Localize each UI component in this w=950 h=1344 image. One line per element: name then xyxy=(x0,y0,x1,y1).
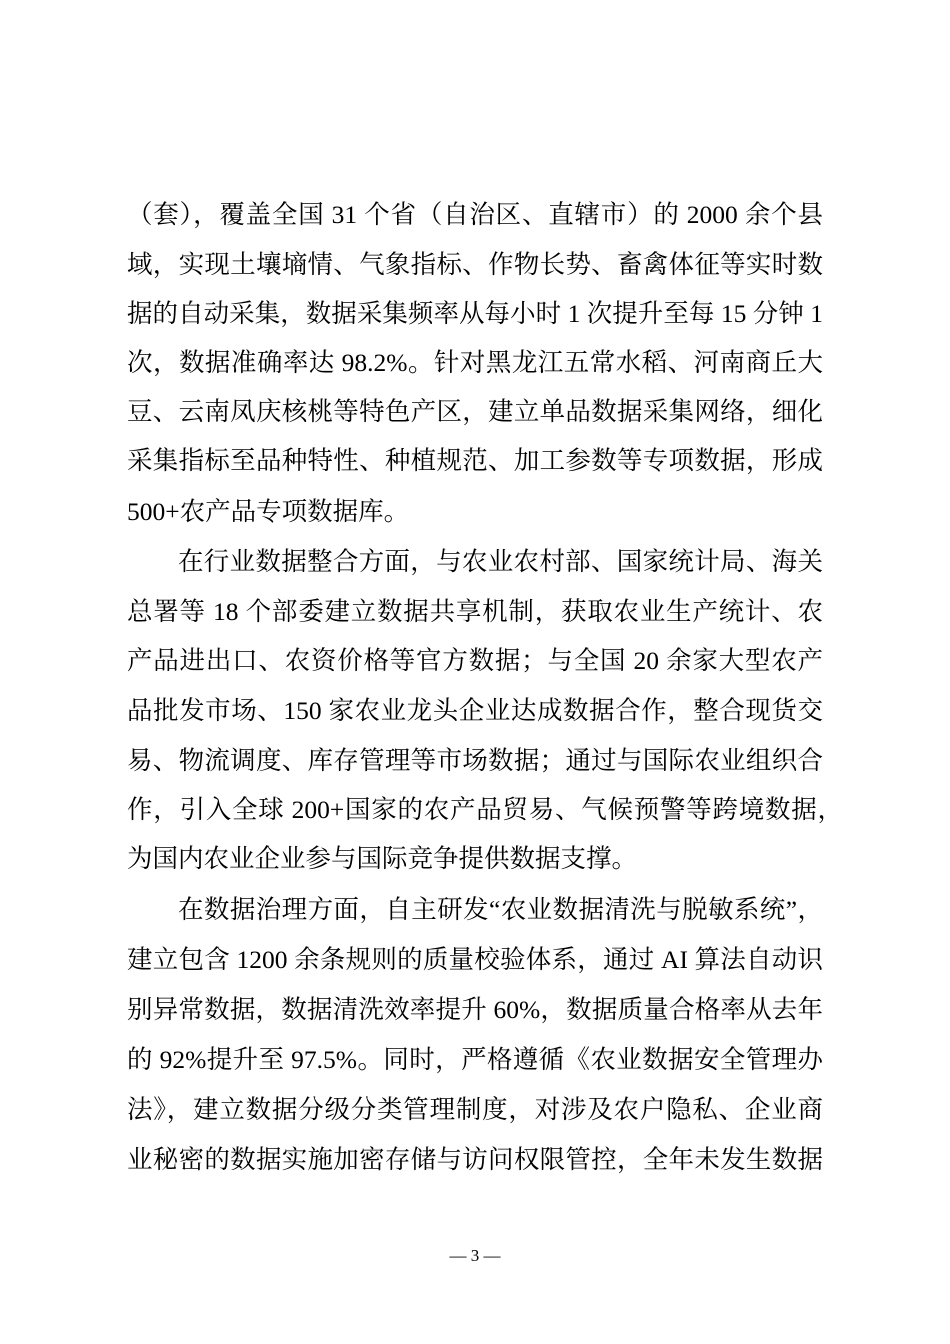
text-line: 的 92%提升至 97.5%。同时，严格遵循《农业数据安全管理办 xyxy=(127,1045,823,1074)
text-line: 据的自动采集，数据采集频率从每小时 1 次提升至每 15 分钟 1 xyxy=(127,299,823,328)
text-line: 作，引入全球 200+国家的农产品贸易、气候预警等跨境数据， xyxy=(127,795,843,824)
text-line: 别异常数据，数据清洗效率提升 60%，数据质量合格率从去年 xyxy=(127,995,823,1024)
text-line: 次，数据准确率达 98.2%。针对黑龙江五常水稻、河南商丘大 xyxy=(127,348,823,377)
text-line: （套），覆盖全国 31 个省（自治区、直辖市）的 2000 余个县 xyxy=(127,200,823,229)
page-number: — 3 — xyxy=(449,1246,501,1265)
text-line: 采集指标至品种特性、种植规范、加工参数等专项数据，形成 xyxy=(127,446,823,475)
text-line: 易、物流调度、库存管理等市场数据；通过与国际农业组织合 xyxy=(127,746,823,775)
text-line: 在行业数据整合方面，与农业农村部、国家统计局、海关 xyxy=(178,547,823,576)
text-line: 在数据治理方面，自主研发“农业数据清洗与脱敏系统”， xyxy=(178,895,823,924)
text-line: 法》，建立数据分级分类管理制度，对涉及农户隐私、企业商 xyxy=(127,1095,823,1124)
text-line: 为国内农业企业参与国际竞争提供数据支撑。 xyxy=(127,844,638,873)
text-line: 产品进出口、农资价格等官方数据；与全国 20 余家大型农产 xyxy=(127,646,823,675)
text-line: 总署等 18 个部委建立数据共享机制，获取农业生产统计、农 xyxy=(127,597,823,626)
text-line: 建立包含 1200 余条规则的质量校验体系，通过 AI 算法自动识 xyxy=(127,945,823,974)
text-line: 业秘密的数据实施加密存储与访问权限管控，全年未发生数据 xyxy=(127,1145,823,1174)
text-line: 域，实现土壤墒情、气象指标、作物长势、畜禽体征等实时数 xyxy=(127,250,823,279)
text-line: 500+农产品专项数据库。 xyxy=(127,497,410,526)
text-line: 品批发市场、150 家农业龙头企业达成数据合作，整合现货交 xyxy=(127,696,823,725)
text-line: 豆、云南凤庆核桃等特色产区，建立单品数据采集网络，细化 xyxy=(127,397,823,426)
